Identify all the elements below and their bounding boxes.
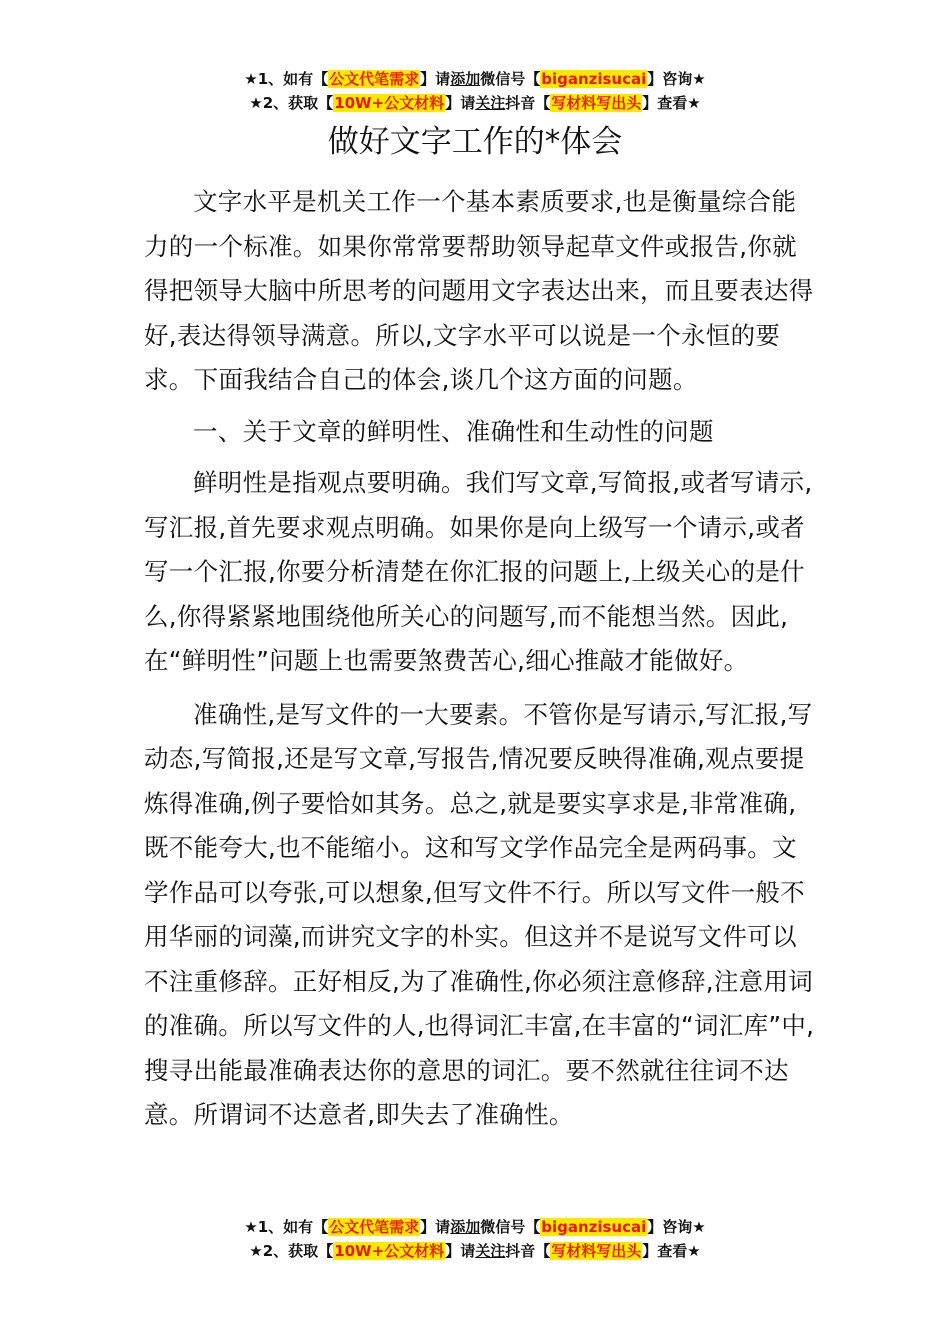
banner-line-1 — [0, 68, 950, 92]
banner-line-2 — [0, 1240, 950, 1264]
section-heading: 一、关于文章的鲜明性、准确性和生动性的问题 — [193, 416, 714, 446]
banner-highlight: 公文代笔需求 — [329, 1218, 420, 1236]
banner-text: ★2、获取【 — [249, 1242, 334, 1260]
banner-text: ★1、如有【 — [244, 1218, 329, 1236]
paragraph: 文字水平是机关工作一个基本素质要求,也是衡量综合能力的一个标准。如果你常常要帮助领导起草文件或报告,你就得把领导大脑中所思考的问题用文字表达出来，而且要表达得好,表达得领导满意。所以,文字水平可以说是一个永恒的要求。下面我结合自己的体会,谈几个这方面的问题。 — [144, 187, 814, 394]
banner-text: ★2、获取【 — [249, 94, 334, 112]
banner-text: 】查看★ — [642, 1242, 701, 1260]
banner-text: 微信号【 — [480, 70, 541, 88]
banner-highlight: 写材料写出头 — [551, 94, 642, 112]
banner-text: 微信号【 — [480, 1218, 541, 1236]
banner-highlight: 10W+公文材料 — [334, 94, 445, 112]
banner-text: 】请 — [420, 70, 451, 88]
banner-highlight: biganzisucai — [541, 1218, 647, 1236]
banner-highlight: biganzisucai — [541, 70, 647, 88]
banner-underlined: 添加 — [450, 70, 481, 88]
banner-underlined: 关注 — [475, 1242, 506, 1260]
banner-highlight: 写材料写出头 — [551, 1242, 642, 1260]
banner-text: 】请 — [420, 1218, 451, 1236]
banner-text: 】咨询★ — [647, 1218, 706, 1236]
banner-text: 】查看★ — [642, 94, 701, 112]
banner-text: 】请 — [445, 1242, 476, 1260]
banner-highlight: 10W+公文材料 — [334, 1242, 445, 1260]
banner-line-1 — [0, 1216, 950, 1240]
banner-underlined: 添加 — [450, 1218, 481, 1236]
banner-underlined: 关注 — [475, 94, 506, 112]
document-title: 做好文字工作的*体会 — [327, 124, 623, 160]
banner-line-2 — [0, 92, 950, 116]
header-banner — [0, 68, 950, 116]
banner-text: ★1、如有【 — [244, 70, 329, 88]
banner-text: 抖音【 — [505, 94, 551, 112]
document-body — [144, 180, 816, 1138]
paragraph: 准确性,是写文件的一大要素。不管你是写请示,写汇报,写动态,写简报,还是写文章,写报告,情况要反映得准确,观点要提炼得准确,例子要恰如其务。总之,就是要实享求是,非常准确,既不能夸大,也不能缩小。这和写文学作品完全是两码事。文学作品可以夸张,可以想象,但写文件不行。所以写文件一般不用华丽的词藻,而讲究文字的朴实。但这并不是说写文件可以不注重修辞。正好相反,为了准确性,你必须注意修辞,注意用词的准确。所以写文件的人,也得词汇丰富,在丰富的“词汇库”中,搜寻出能最准确表达你的意思的词汇。要不然就往往词不达意。所谓词不达意者,即失去了准确性。 — [144, 699, 815, 1129]
banner-text: 】请 — [445, 94, 476, 112]
paragraph: 鲜明性是指观点要明确。我们写文章,写简报,或者写请示,写汇报,首先要求观点明确。如果你是向上级写一个请示,或者写一个汇报,你要分析清楚在你汇报的问题上,上级关心的是什么,你得紧紧地围绕他所关心的问题写,而不能想当然。因此,在“鲜明性”问题上也需要煞费苦心,细心推敲才能做好。 — [144, 468, 813, 675]
banner-text: 】咨询★ — [647, 70, 706, 88]
footer-banner — [0, 1216, 950, 1264]
banner-highlight: 公文代笔需求 — [329, 70, 420, 88]
banner-text: 抖音【 — [505, 1242, 551, 1260]
